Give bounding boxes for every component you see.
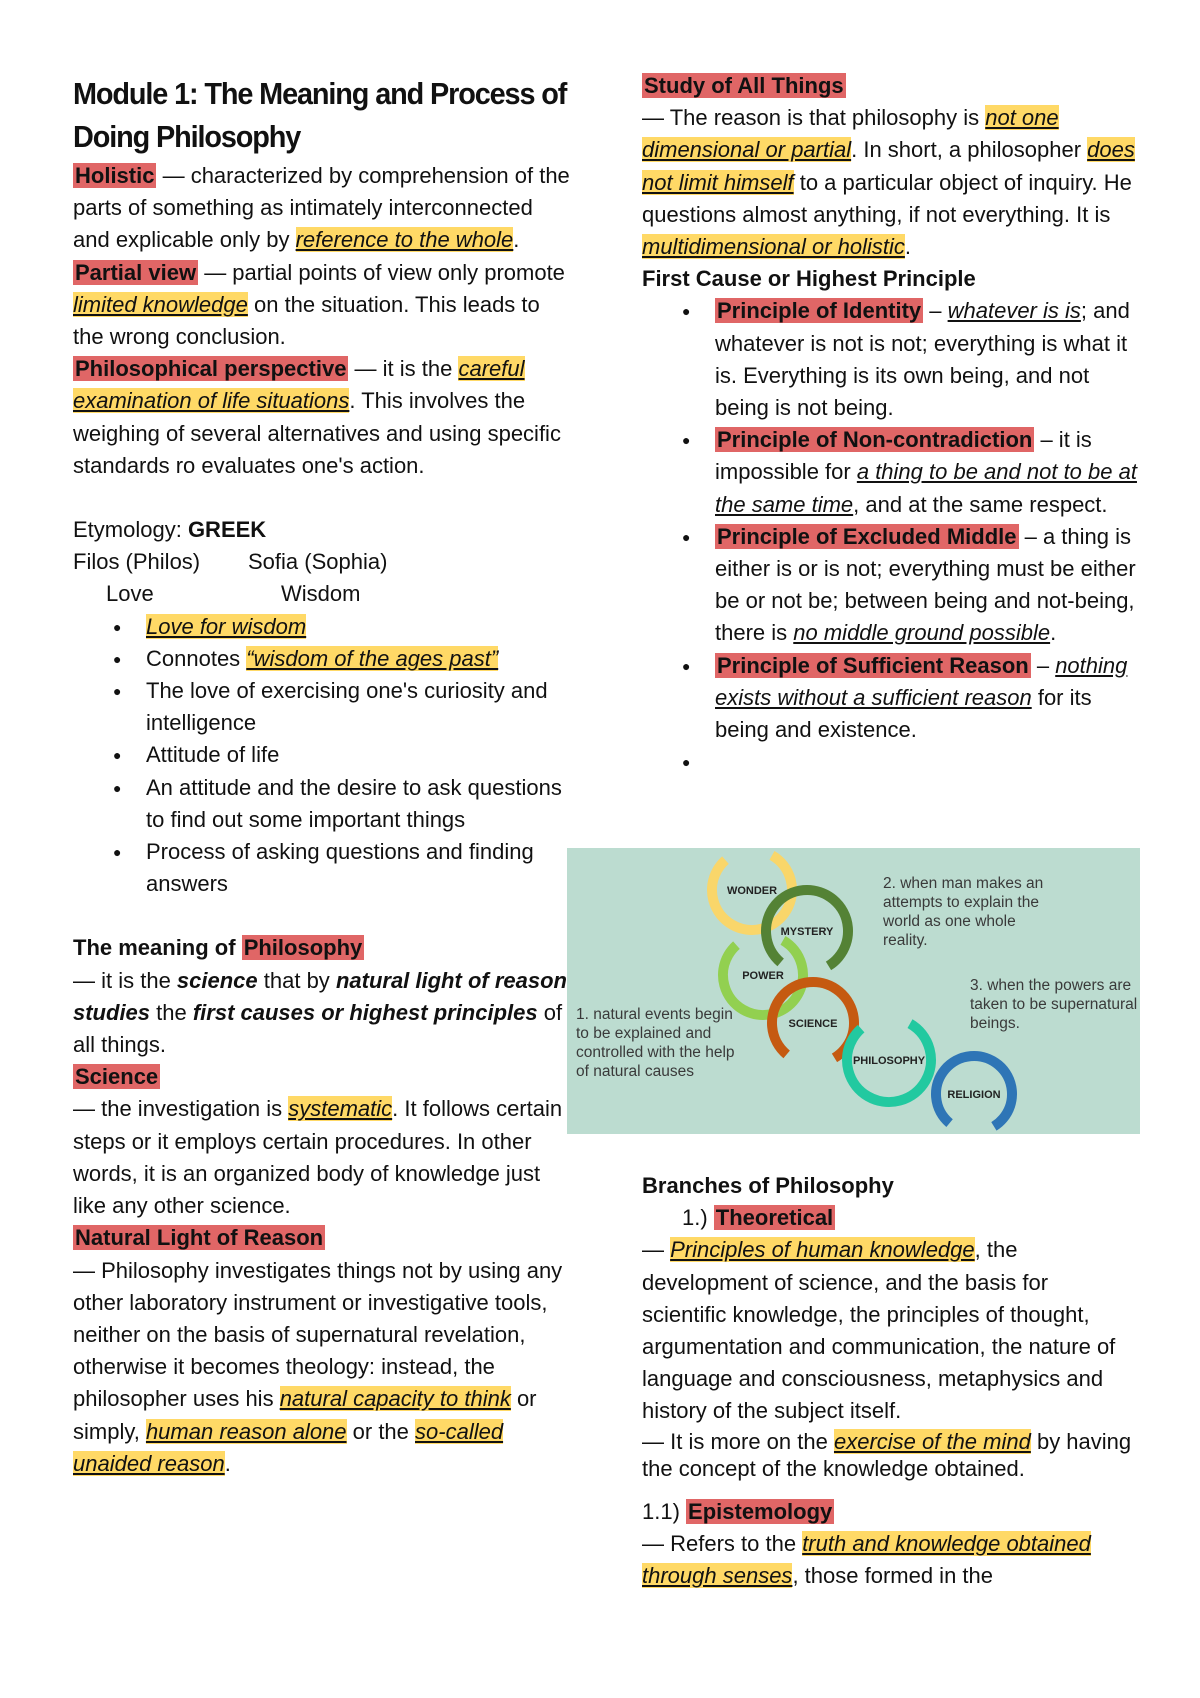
left-column bbox=[73, 72, 573, 1480]
text: Etymology: bbox=[73, 517, 188, 543]
paragraph bbox=[73, 514, 573, 546]
text: . It follows certain steps or it employs certain procedures. In other words, it is an organized body of knowledge just like any other science. bbox=[73, 1096, 563, 1219]
paragraph bbox=[73, 932, 573, 964]
ring-label: MYSTERY bbox=[780, 926, 834, 938]
highlighted-term: Study of All Things bbox=[644, 73, 844, 98]
text: by having the concept of the knowledge obtained. bbox=[642, 1428, 1132, 1481]
diagram-note-1: 1. natural events begin to be explained and controlled with the help of natural causes bbox=[576, 1006, 735, 1080]
text: the bbox=[150, 999, 193, 1025]
bullet-icon: ● bbox=[113, 650, 122, 667]
text: Wisdom bbox=[281, 581, 361, 607]
right-column-bottom bbox=[642, 1170, 1137, 1592]
ring-label: POWER bbox=[742, 970, 784, 982]
text: — it is the bbox=[348, 356, 459, 382]
text: . bbox=[224, 1450, 231, 1476]
highlighted-phrase: “wisdom of the ages past” bbox=[246, 645, 499, 671]
paragraph bbox=[73, 257, 573, 354]
paragraph bbox=[73, 1093, 573, 1222]
text: , the development of science, and the basis for scientific knowledge, the principles of thought, argumentation and communication, the nature of language and consciousness, metaphysics and history of the subject itself. bbox=[642, 1237, 1116, 1424]
ring-label: WONDER bbox=[726, 885, 778, 897]
bullet-icon: ● bbox=[682, 657, 691, 674]
bullet-item bbox=[73, 772, 573, 836]
bullet-item bbox=[73, 739, 573, 771]
bullet-item bbox=[73, 675, 573, 739]
highlighted-phrase: so-called unaided reason bbox=[73, 1418, 504, 1476]
text: . bbox=[904, 234, 912, 260]
bullet-icon: ● bbox=[682, 528, 691, 545]
paragraph bbox=[73, 1255, 573, 1480]
bullet-item bbox=[73, 836, 573, 900]
text: Sofia (Sophia) bbox=[248, 549, 388, 575]
bullet-item bbox=[642, 424, 1137, 521]
text: — Refers to the bbox=[642, 1530, 803, 1556]
highlighted-phrase: multidimensional or holistic bbox=[642, 234, 905, 260]
text: . In short, a philosopher bbox=[851, 137, 1088, 163]
text: – it is impossible for bbox=[715, 427, 1092, 485]
highlighted-term: Science bbox=[75, 1064, 159, 1090]
paragraph bbox=[642, 263, 1137, 295]
paragraph bbox=[642, 1202, 1137, 1234]
bold-text: The meaning of bbox=[73, 935, 242, 961]
text: . bbox=[1050, 620, 1057, 646]
paragraph bbox=[73, 1222, 573, 1254]
bold-text: Branches of Philosophy bbox=[642, 1173, 894, 1198]
highlighted-phrase: limited knowledge bbox=[73, 291, 248, 317]
highlighted-phrase: truth and knowledge obtained through senses bbox=[642, 1530, 1091, 1589]
right-column-top bbox=[642, 70, 1137, 771]
highlighted-term: Natural Light of Reason bbox=[75, 1225, 324, 1251]
paragraph bbox=[642, 1428, 1137, 1482]
paragraph bbox=[642, 70, 1137, 102]
text: Filos (Philos) bbox=[73, 549, 201, 575]
highlighted-term: Philosophy bbox=[243, 935, 363, 961]
text: — characterized by comprehension of the parts of something as intimately interconnected and explicable only by bbox=[73, 163, 570, 253]
highlighted-term: Epistemology bbox=[688, 1498, 833, 1524]
text: 1.) bbox=[682, 1205, 714, 1231]
highlighted-phrase: does not limit himself bbox=[642, 137, 1135, 195]
bullet-item bbox=[73, 643, 573, 675]
highlighted-term: Principle of Non-contradiction bbox=[717, 427, 1033, 453]
paragraph bbox=[73, 160, 573, 257]
ring-label: SCIENCE bbox=[788, 1018, 838, 1030]
paragraph bbox=[642, 1496, 1137, 1528]
bullet-icon: ● bbox=[682, 303, 691, 320]
text: or the bbox=[346, 1418, 416, 1444]
text: Process of asking questions and finding answers bbox=[146, 839, 534, 897]
bullet-item bbox=[642, 521, 1137, 650]
highlighted-term: Holistic bbox=[75, 163, 155, 188]
text: – a thing is either is or is not; everything must be either be or not be; between being and not-being, there is bbox=[715, 523, 1136, 646]
highlighted-phrase: Principles of human knowledge bbox=[670, 1237, 975, 1263]
highlighted-phrase: not one dimensional or partial bbox=[642, 105, 1059, 163]
highlighted-term: Philosophical perspective bbox=[75, 356, 347, 382]
bullet-icon: ● bbox=[113, 779, 122, 796]
underlined-phrase: whatever is is bbox=[947, 298, 1081, 324]
diagram-note-2: 2. when man makes an attempts to explain the world as one whole reality. bbox=[883, 875, 1044, 949]
bold-italic-text: science bbox=[176, 967, 258, 993]
highlighted-term: Principle of Sufficient Reason bbox=[717, 652, 1029, 678]
paragraph bbox=[642, 102, 1137, 263]
text: or simply, bbox=[73, 1386, 537, 1444]
text: Love bbox=[106, 581, 154, 607]
ring-label: PHILOSOPHY bbox=[852, 1055, 926, 1067]
text: , and at the same respect. bbox=[853, 491, 1108, 517]
bold-text: First Cause or Highest Principle bbox=[642, 266, 976, 292]
highlighted-term: Partial view bbox=[75, 259, 197, 285]
paragraph bbox=[73, 353, 573, 482]
text: ; and whatever is not is not; everything is what it is. Everything is its own being, and not being is not being. bbox=[715, 298, 1130, 421]
philosophy-evolution-diagram bbox=[567, 848, 1140, 1134]
text: Attitude of life bbox=[146, 742, 280, 768]
text: — partial points of view only promote bbox=[198, 259, 565, 285]
text: on the situation. This leads to the wrong conclusion. bbox=[73, 291, 540, 350]
bullet-item bbox=[73, 611, 573, 643]
text: that by bbox=[257, 967, 336, 993]
paragraph bbox=[73, 546, 573, 578]
text: Connotes bbox=[146, 645, 247, 671]
text: — it is the bbox=[73, 967, 177, 993]
bold-italic-text: first causes or highest principles bbox=[192, 999, 538, 1025]
bullet-icon: ● bbox=[682, 432, 691, 449]
paragraph bbox=[642, 1170, 1137, 1202]
text: to a particular object of inquiry. He questions almost anything, if not everything. It is bbox=[642, 169, 1132, 227]
bullet-item bbox=[642, 295, 1137, 424]
highlighted-phrase: careful examination of life situations bbox=[73, 356, 525, 414]
highlighted-term: Theoretical bbox=[715, 1205, 834, 1231]
text: — Philosophy investigates things not by using any other laboratory instrument or investigative tools, neither on the basis of supernatural revelation, otherwise it becomes theology: instead, the philosopher uses his bbox=[73, 1257, 563, 1412]
text: . This involves the weighing of several alternatives and using specific standards ro evaluates one's action. bbox=[73, 388, 561, 478]
bullet-icon: ● bbox=[113, 618, 122, 635]
underlined-phrase: no middle ground possible bbox=[793, 620, 1051, 646]
underlined-phrase: a thing to be and not to be at the same time bbox=[715, 459, 1137, 517]
bullet-icon: ● bbox=[113, 683, 122, 700]
highlighted-term: Principle of Identity bbox=[717, 298, 922, 324]
bullet-icon: ● bbox=[113, 844, 122, 861]
text: – bbox=[1030, 652, 1056, 678]
paragraph bbox=[73, 578, 573, 610]
text: — It is more on the bbox=[642, 1428, 834, 1454]
paragraph bbox=[642, 1528, 1137, 1592]
highlighted-phrase: systematic bbox=[288, 1096, 393, 1122]
text: of all things. bbox=[73, 999, 563, 1058]
text: — bbox=[642, 1237, 671, 1263]
highlighted-phrase: reference to the whole bbox=[295, 227, 514, 253]
text: – bbox=[923, 298, 948, 324]
bullet-icon: ● bbox=[113, 747, 122, 764]
text: , those formed in the bbox=[792, 1563, 993, 1589]
bullet-icon: ● bbox=[682, 754, 691, 771]
text: 1.1) bbox=[642, 1498, 687, 1524]
paragraph bbox=[642, 1234, 1137, 1427]
text: — The reason is that philosophy is bbox=[642, 105, 986, 131]
text: Module 1: The Meaning and Process of Doing Philosophy bbox=[73, 76, 567, 154]
page-title bbox=[73, 72, 575, 158]
ring-religion bbox=[920, 1040, 1027, 1134]
ring-label: RELIGION bbox=[947, 1089, 1001, 1101]
spacer bbox=[73, 482, 573, 514]
paragraph bbox=[73, 1061, 573, 1093]
text: The love of exercising one's curiosity and intelligence bbox=[146, 678, 548, 736]
text: An attitude and the desire to ask questions to find out some important things bbox=[146, 774, 562, 832]
highlighted-phrase: Love for wisdom bbox=[146, 613, 307, 639]
text: for its being and existence. bbox=[715, 684, 1092, 743]
spacer bbox=[73, 900, 573, 932]
bold-text: GREEK bbox=[187, 517, 267, 543]
highlighted-phrase: human reason alone bbox=[145, 1418, 347, 1444]
highlighted-term: Principle of Excluded Middle bbox=[717, 523, 1017, 549]
bold-italic-text: natural light of reason studies bbox=[73, 967, 567, 1025]
text: — the investigation is bbox=[73, 1096, 289, 1122]
bullet-item bbox=[642, 650, 1137, 747]
paragraph bbox=[73, 965, 573, 1062]
highlighted-phrase: natural capacity to think bbox=[279, 1386, 511, 1412]
spacer bbox=[642, 1482, 1137, 1496]
highlighted-phrase: exercise of the mind bbox=[833, 1428, 1031, 1454]
text: . bbox=[513, 227, 520, 253]
underlined-phrase: nothing exists without a sufficient reason bbox=[715, 652, 1128, 710]
diagram-note-3: 3. when the powers are taken to be supernatural beings. bbox=[970, 977, 1138, 1032]
